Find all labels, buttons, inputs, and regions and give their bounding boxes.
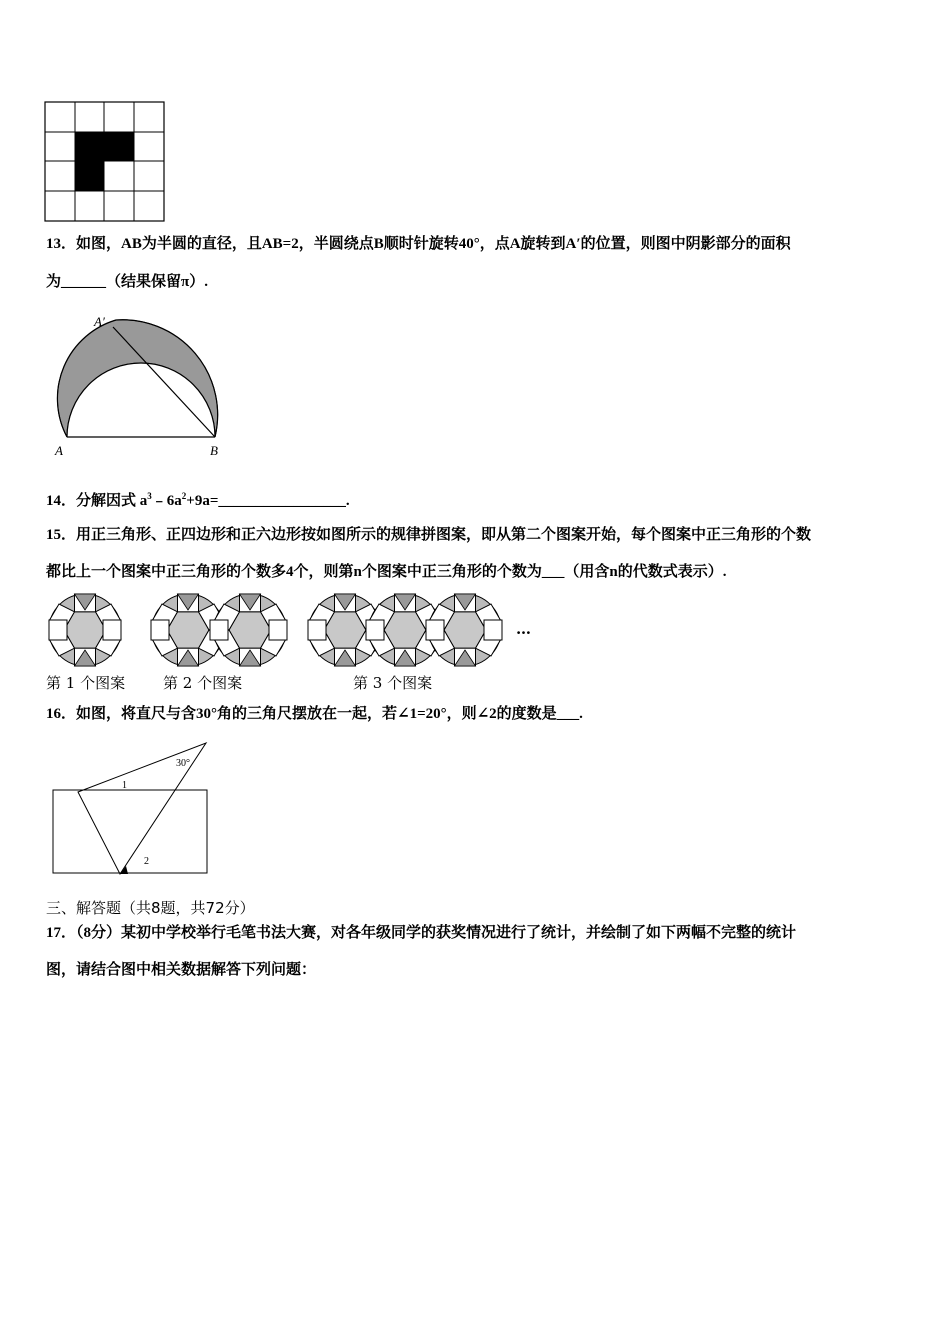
label-a-prime: A′ xyxy=(94,314,105,329)
tiling-patterns-figure xyxy=(40,592,540,672)
exponent-3: 3 xyxy=(147,491,152,501)
question-14-suffix: +9a=_________________. xyxy=(186,493,350,509)
label-angle-1: 1 xyxy=(122,780,127,791)
label-b: B xyxy=(210,443,218,458)
label-a: A xyxy=(55,443,63,458)
ellipsis: … xyxy=(516,620,531,638)
question-14 xyxy=(46,491,350,509)
semicircle-rotation-figure xyxy=(50,305,250,461)
label-30-degrees: 30° xyxy=(176,758,190,769)
question-13-line-2: 为______（结果保留π）. xyxy=(46,274,208,290)
caption-pattern-3: 第 3 个图案 xyxy=(353,674,433,692)
question-17-line-2: 图，请结合图中相关数据解答下列问题： xyxy=(46,962,317,978)
question-15-line-2: 都比上一个图案中正三角形的个数多4个，则第n个图案中正三角形的个数为___（用含n的代数式表示）. xyxy=(46,564,727,580)
question-14-mid: ﹣6a xyxy=(151,493,182,509)
question-16-line-1: 16．如图，将直尺与含30°角的三角尺摆放在一起，若∠1=20°，则∠2的度数是___. xyxy=(46,706,583,722)
label-angle-2: 2 xyxy=(144,856,149,867)
exponent-2: 2 xyxy=(181,491,187,501)
caption-pattern-1: 第 1 个图案 xyxy=(46,674,126,692)
question-14-prefix: 14．分解因式 a xyxy=(46,493,148,509)
caption-pattern-2: 第 2 个图案 xyxy=(163,674,243,692)
section-3-title: 三、解答题（共8题，共72分） xyxy=(46,899,255,917)
question-17-line-1: 17．（8分）某初中学校举行毛笔书法大赛，对各年级同学的获奖情况进行了统计，并绘制了如下两幅不完整的统计 xyxy=(46,925,797,941)
ruler-triangle-figure xyxy=(48,738,218,878)
question-13-line-1: 13．如图，AB为半圆的直径，且AB=2，半圆绕点B顺时针旋转40°，点A旋转到A′的位置，则图中阴影部分的面积 xyxy=(46,236,791,252)
question-15-line-1: 15．用正三角形、正四边形和正六边形按如图所示的规律拼图案，即从第二个图案开始，每个图案中正三角形的个数 xyxy=(46,527,812,543)
grid-figure xyxy=(44,101,166,223)
